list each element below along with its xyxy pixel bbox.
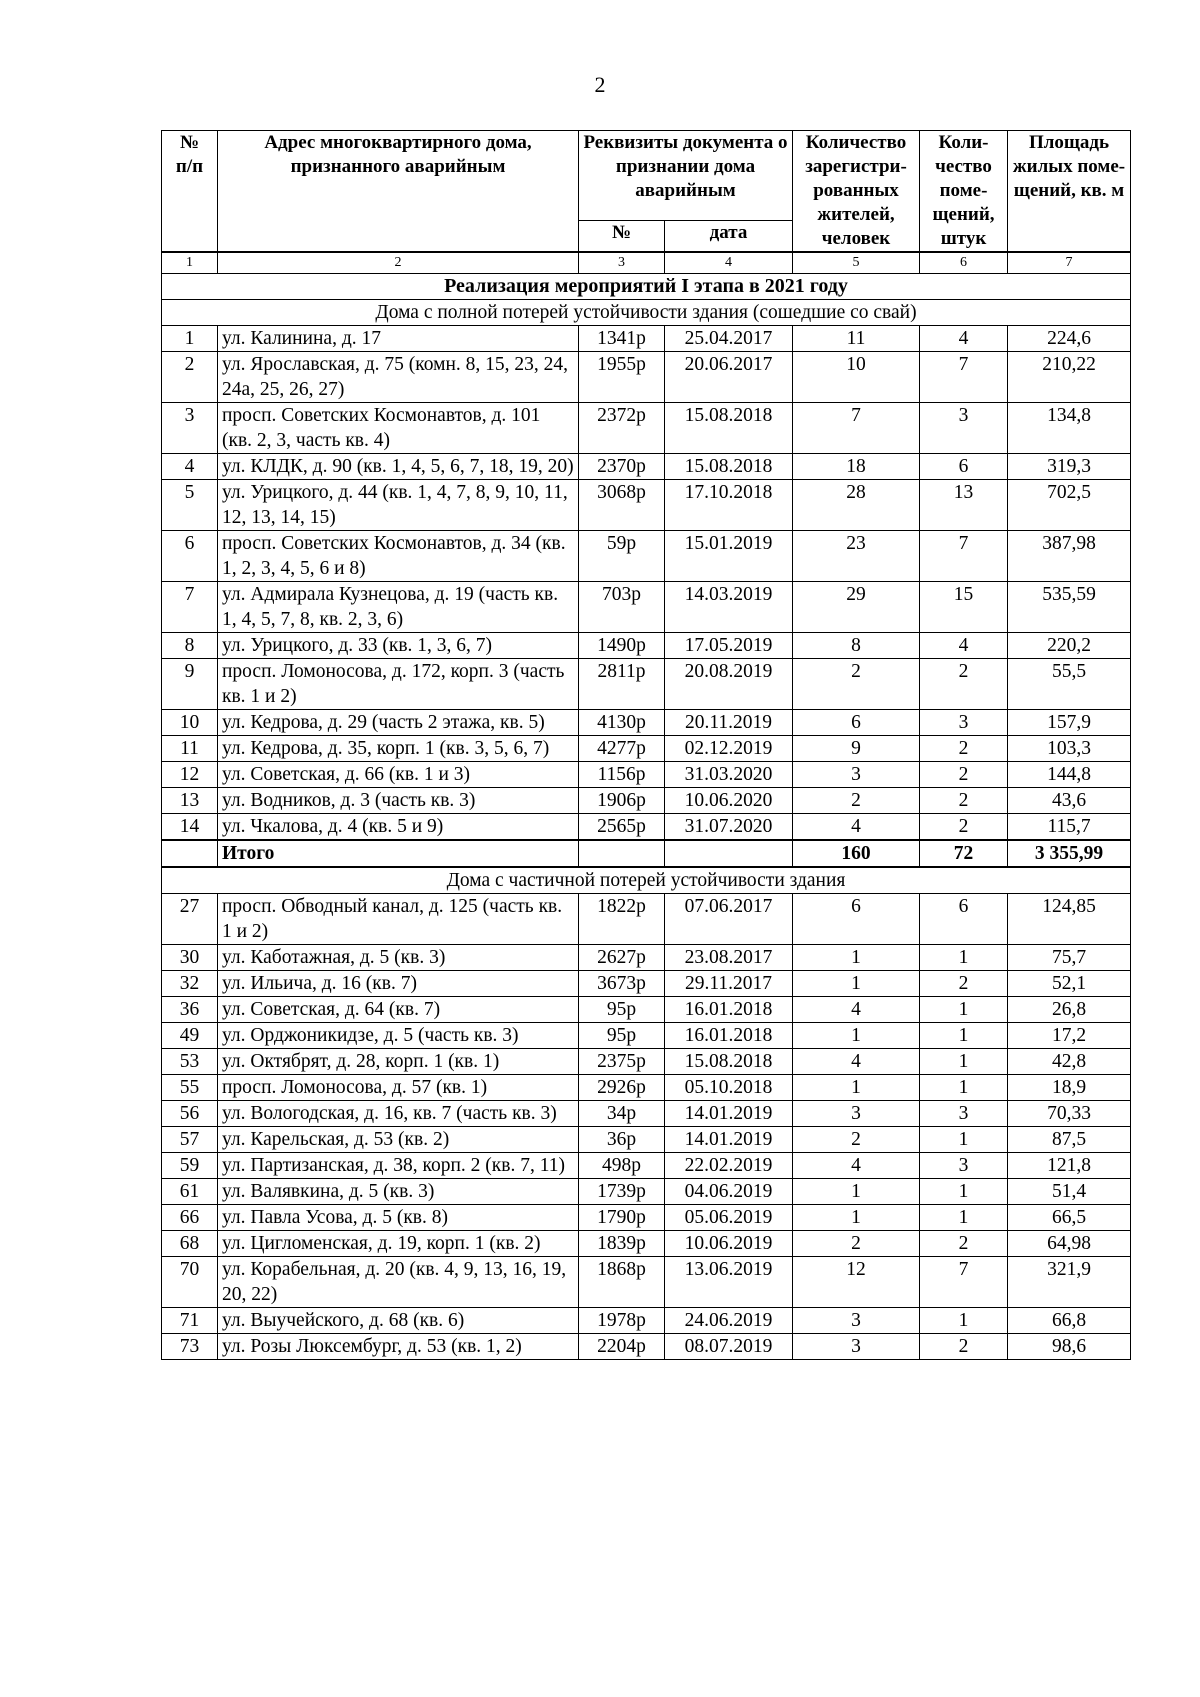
column-number: 2 [218, 252, 579, 274]
total-area: 3 355,99 [1008, 840, 1131, 867]
row-doc-date: 04.06.2019 [665, 1179, 793, 1205]
row-number: 30 [162, 945, 218, 971]
row-number: 56 [162, 1101, 218, 1127]
row-doc-number: 2370р [579, 454, 665, 480]
total-rooms: 72 [920, 840, 1008, 867]
header-doc-no: № [579, 221, 665, 252]
row-address: просп. Ломоносова, д. 172, корп. 3 (часть кв. 1 и 2) [218, 659, 579, 710]
row-area: 17,2 [1008, 1023, 1131, 1049]
row-residents: 4 [793, 997, 920, 1023]
group1-title: Дома с полной потерей устойчивости здания (сошедшие со свай) [162, 300, 1131, 326]
row-address: ул. КЛДК, д. 90 (кв. 1, 4, 5, 6, 7, 18, 19, 20) [218, 454, 579, 480]
row-doc-number: 4130р [579, 710, 665, 736]
total-residents: 160 [793, 840, 920, 867]
row-number: 10 [162, 710, 218, 736]
row-address: ул. Павла Усова, д. 5 (кв. 8) [218, 1205, 579, 1231]
row-residents: 2 [793, 659, 920, 710]
row-area: 115,7 [1008, 814, 1131, 841]
row-address: ул. Октябрят, д. 28, корп. 1 (кв. 1) [218, 1049, 579, 1075]
row-number: 2 [162, 352, 218, 403]
row-rooms: 3 [920, 1101, 1008, 1127]
row-area: 26,8 [1008, 997, 1131, 1023]
row-rooms: 1 [920, 1127, 1008, 1153]
header-rooms: Коли- чество поме- щений, штук [920, 131, 1008, 253]
row-doc-date: 13.06.2019 [665, 1257, 793, 1308]
row-doc-date: 20.06.2017 [665, 352, 793, 403]
row-doc-number: 59р [579, 531, 665, 582]
row-number: 8 [162, 633, 218, 659]
row-residents: 28 [793, 480, 920, 531]
row-number: 32 [162, 971, 218, 997]
row-doc-date: 15.08.2018 [665, 454, 793, 480]
row-area: 210,22 [1008, 352, 1131, 403]
row-doc-date: 17.05.2019 [665, 633, 793, 659]
row-doc-number: 34р [579, 1101, 665, 1127]
row-area: 75,7 [1008, 945, 1131, 971]
row-doc-date: 14.01.2019 [665, 1101, 793, 1127]
row-residents: 18 [793, 454, 920, 480]
row-doc-date: 14.01.2019 [665, 1127, 793, 1153]
row-area: 18,9 [1008, 1075, 1131, 1101]
column-number: 6 [920, 252, 1008, 274]
row-address: ул. Адмирала Кузнецова, д. 19 (часть кв. 1, 4, 5, 7, 8, кв. 2, 3, 6) [218, 582, 579, 633]
row-doc-number: 1906р [579, 788, 665, 814]
row-doc-date: 17.10.2018 [665, 480, 793, 531]
emergency-housing-table [161, 130, 1131, 1360]
row-number: 70 [162, 1257, 218, 1308]
row-number: 71 [162, 1308, 218, 1334]
row-doc-date: 15.08.2018 [665, 403, 793, 454]
table-row [162, 403, 1131, 454]
column-number: 5 [793, 252, 920, 274]
row-rooms: 3 [920, 1153, 1008, 1179]
row-address: ул. Цигломенская, д. 19, корп. 1 (кв. 2) [218, 1231, 579, 1257]
row-number: 11 [162, 736, 218, 762]
table-row [162, 894, 1131, 945]
row-doc-date: 05.06.2019 [665, 1205, 793, 1231]
table-row [162, 582, 1131, 633]
row-doc-date: 31.03.2020 [665, 762, 793, 788]
row-address: просп. Советских Космонавтов, д. 34 (кв. 1, 2, 3, 4, 5, 6 и 8) [218, 531, 579, 582]
row-area: 51,4 [1008, 1179, 1131, 1205]
row-rooms: 13 [920, 480, 1008, 531]
row-number: 1 [162, 326, 218, 352]
row-rooms: 15 [920, 582, 1008, 633]
row-doc-date: 23.08.2017 [665, 945, 793, 971]
table-row [162, 1231, 1131, 1257]
total-date-cell [665, 840, 793, 867]
row-rooms: 4 [920, 326, 1008, 352]
table-row [162, 788, 1131, 814]
row-residents: 1 [793, 1023, 920, 1049]
row-area: 319,3 [1008, 454, 1131, 480]
row-address: ул. Орджоникидзе, д. 5 (часть кв. 3) [218, 1023, 579, 1049]
row-residents: 9 [793, 736, 920, 762]
row-rooms: 1 [920, 997, 1008, 1023]
row-number: 53 [162, 1049, 218, 1075]
row-address: ул. Ярославская, д. 75 (комн. 8, 15, 23, 24, 24а, 25, 26, 27) [218, 352, 579, 403]
row-area: 42,8 [1008, 1049, 1131, 1075]
row-rooms: 3 [920, 710, 1008, 736]
row-residents: 1 [793, 1205, 920, 1231]
row-address: ул. Чкалова, д. 4 (кв. 5 и 9) [218, 814, 579, 841]
row-residents: 4 [793, 1049, 920, 1075]
table-row [162, 454, 1131, 480]
table-row [162, 1205, 1131, 1231]
table-row [162, 1049, 1131, 1075]
row-doc-date: 15.01.2019 [665, 531, 793, 582]
row-doc-number: 95р [579, 1023, 665, 1049]
row-doc-number: 4277р [579, 736, 665, 762]
row-address: ул. Водников, д. 3 (часть кв. 3) [218, 788, 579, 814]
row-area: 144,8 [1008, 762, 1131, 788]
row-number: 9 [162, 659, 218, 710]
row-residents: 6 [793, 894, 920, 945]
row-rooms: 2 [920, 762, 1008, 788]
table-row [162, 814, 1131, 841]
table-row [162, 971, 1131, 997]
row-rooms: 1 [920, 1179, 1008, 1205]
table-row [162, 326, 1131, 352]
row-area: 224,6 [1008, 326, 1131, 352]
row-residents: 3 [793, 762, 920, 788]
row-doc-date: 05.10.2018 [665, 1075, 793, 1101]
header-residents: Количество зарегистри- рованных жителей, человек [793, 131, 920, 253]
header-doc-group: Реквизиты документа о признании дома аварийным [579, 131, 793, 221]
column-number: 4 [665, 252, 793, 274]
row-area: 43,6 [1008, 788, 1131, 814]
section-title-row [162, 274, 1131, 300]
row-doc-number: 1839р [579, 1231, 665, 1257]
row-number: 3 [162, 403, 218, 454]
row-residents: 23 [793, 531, 920, 582]
table-row [162, 531, 1131, 582]
table-row [162, 633, 1131, 659]
row-rooms: 7 [920, 531, 1008, 582]
row-address: ул. Кедрова, д. 29 (часть 2 этажа, кв. 5) [218, 710, 579, 736]
row-rooms: 7 [920, 352, 1008, 403]
row-rooms: 1 [920, 1308, 1008, 1334]
row-doc-date: 20.11.2019 [665, 710, 793, 736]
row-rooms: 4 [920, 633, 1008, 659]
row-residents: 3 [793, 1334, 920, 1360]
row-rooms: 6 [920, 894, 1008, 945]
header-doc-date: дата [665, 221, 793, 252]
row-address: ул. Розы Люксембург, д. 53 (кв. 1, 2) [218, 1334, 579, 1360]
row-number: 59 [162, 1153, 218, 1179]
total-num-cell [162, 840, 218, 867]
group2-title: Дома с частичной потерей устойчивости здания [162, 867, 1131, 894]
header-num: № п/п [162, 131, 218, 253]
row-address: ул. Урицкого, д. 44 (кв. 1, 4, 7, 8, 9, 10, 11, 12, 13, 14, 15) [218, 480, 579, 531]
row-number: 14 [162, 814, 218, 841]
table-row [162, 945, 1131, 971]
row-doc-number: 1822р [579, 894, 665, 945]
row-address: ул. Советская, д. 64 (кв. 7) [218, 997, 579, 1023]
row-address: ул. Валявкина, д. 5 (кв. 3) [218, 1179, 579, 1205]
table-row [162, 1127, 1131, 1153]
row-rooms: 7 [920, 1257, 1008, 1308]
row-number: 66 [162, 1205, 218, 1231]
row-number: 61 [162, 1179, 218, 1205]
row-doc-number: 703р [579, 582, 665, 633]
row-doc-date: 14.03.2019 [665, 582, 793, 633]
row-residents: 1 [793, 1075, 920, 1101]
row-rooms: 2 [920, 1231, 1008, 1257]
group2-title-row [162, 867, 1131, 894]
row-rooms: 1 [920, 1075, 1008, 1101]
header-area: Площадь жилых поме- щений, кв. м [1008, 131, 1131, 253]
row-number: 73 [162, 1334, 218, 1360]
table-row [162, 1334, 1131, 1360]
row-residents: 2 [793, 788, 920, 814]
row-doc-date: 10.06.2019 [665, 1231, 793, 1257]
row-residents: 7 [793, 403, 920, 454]
row-area: 98,6 [1008, 1334, 1131, 1360]
table-row [162, 1257, 1131, 1308]
table-row [162, 710, 1131, 736]
row-area: 124,85 [1008, 894, 1131, 945]
row-doc-number: 2811р [579, 659, 665, 710]
row-residents: 1 [793, 1179, 920, 1205]
row-doc-number: 1341р [579, 326, 665, 352]
row-doc-date: 16.01.2018 [665, 997, 793, 1023]
row-residents: 29 [793, 582, 920, 633]
row-address: ул. Карельская, д. 53 (кв. 2) [218, 1127, 579, 1153]
table-row [162, 997, 1131, 1023]
row-number: 36 [162, 997, 218, 1023]
row-rooms: 2 [920, 788, 1008, 814]
row-number: 6 [162, 531, 218, 582]
table-row [162, 1179, 1131, 1205]
row-rooms: 2 [920, 659, 1008, 710]
row-doc-number: 2926р [579, 1075, 665, 1101]
row-area: 321,9 [1008, 1257, 1131, 1308]
row-doc-number: 498р [579, 1153, 665, 1179]
total-row [162, 840, 1131, 867]
row-doc-date: 16.01.2018 [665, 1023, 793, 1049]
row-rooms: 1 [920, 1023, 1008, 1049]
row-area: 535,59 [1008, 582, 1131, 633]
group1-title-row [162, 300, 1131, 326]
row-number: 68 [162, 1231, 218, 1257]
row-doc-date: 29.11.2017 [665, 971, 793, 997]
table-row [162, 1308, 1131, 1334]
section-title: Реализация мероприятий I этапа в 2021 году [162, 274, 1131, 300]
row-address: просп. Советских Космонавтов, д. 101 (кв. 2, 3, часть кв. 4) [218, 403, 579, 454]
row-address: просп. Обводный канал, д. 125 (часть кв. 1 и 2) [218, 894, 579, 945]
column-number: 3 [579, 252, 665, 274]
table-row [162, 659, 1131, 710]
table-row [162, 480, 1131, 531]
row-address: просп. Ломоносова, д. 57 (кв. 1) [218, 1075, 579, 1101]
row-doc-date: 20.08.2019 [665, 659, 793, 710]
row-rooms: 3 [920, 403, 1008, 454]
table-row [162, 1153, 1131, 1179]
row-area: 66,5 [1008, 1205, 1131, 1231]
total-label: Итого [218, 840, 579, 867]
row-address: ул. Вологодская, д. 16, кв. 7 (часть кв. 3) [218, 1101, 579, 1127]
row-doc-number: 2204р [579, 1334, 665, 1360]
row-address: ул. Советская, д. 66 (кв. 1 и 3) [218, 762, 579, 788]
row-residents: 6 [793, 710, 920, 736]
row-area: 52,1 [1008, 971, 1131, 997]
row-residents: 1 [793, 945, 920, 971]
total-doc-cell [579, 840, 665, 867]
row-doc-number: 36р [579, 1127, 665, 1153]
row-area: 55,5 [1008, 659, 1131, 710]
row-doc-number: 1868р [579, 1257, 665, 1308]
row-number: 5 [162, 480, 218, 531]
row-rooms: 2 [920, 1334, 1008, 1360]
row-residents: 10 [793, 352, 920, 403]
row-doc-number: 95р [579, 997, 665, 1023]
row-address: ул. Ильича, д. 16 (кв. 7) [218, 971, 579, 997]
column-number: 7 [1008, 252, 1131, 274]
row-area: 134,8 [1008, 403, 1131, 454]
row-residents: 12 [793, 1257, 920, 1308]
row-doc-number: 2565р [579, 814, 665, 841]
row-doc-date: 02.12.2019 [665, 736, 793, 762]
row-address: ул. Калинина, д. 17 [218, 326, 579, 352]
header-address: Адрес многоквартирного дома, признанного аварийным [218, 131, 579, 253]
row-area: 387,98 [1008, 531, 1131, 582]
row-residents: 2 [793, 1231, 920, 1257]
row-residents: 2 [793, 1127, 920, 1153]
row-area: 121,8 [1008, 1153, 1131, 1179]
row-doc-date: 25.04.2017 [665, 326, 793, 352]
row-doc-number: 1978р [579, 1308, 665, 1334]
row-area: 70,33 [1008, 1101, 1131, 1127]
row-area: 87,5 [1008, 1127, 1131, 1153]
table-row [162, 1101, 1131, 1127]
column-number: 1 [162, 252, 218, 274]
row-residents: 3 [793, 1308, 920, 1334]
column-number-row [162, 252, 1131, 274]
table-row [162, 736, 1131, 762]
row-rooms: 2 [920, 736, 1008, 762]
row-doc-number: 1156р [579, 762, 665, 788]
row-rooms: 1 [920, 945, 1008, 971]
row-doc-number: 2375р [579, 1049, 665, 1075]
row-doc-number: 1739р [579, 1179, 665, 1205]
row-residents: 11 [793, 326, 920, 352]
table-row [162, 762, 1131, 788]
row-area: 66,8 [1008, 1308, 1131, 1334]
row-number: 13 [162, 788, 218, 814]
table-row [162, 1075, 1131, 1101]
row-number: 27 [162, 894, 218, 945]
row-address: ул. Выучейского, д. 68 (кв. 6) [218, 1308, 579, 1334]
row-number: 57 [162, 1127, 218, 1153]
row-doc-number: 3673р [579, 971, 665, 997]
row-area: 157,9 [1008, 710, 1131, 736]
row-number: 49 [162, 1023, 218, 1049]
row-residents: 4 [793, 1153, 920, 1179]
row-doc-date: 08.07.2019 [665, 1334, 793, 1360]
row-doc-number: 2372р [579, 403, 665, 454]
row-address: ул. Урицкого, д. 33 (кв. 1, 3, 6, 7) [218, 633, 579, 659]
row-address: ул. Партизанская, д. 38, корп. 2 (кв. 7, 11) [218, 1153, 579, 1179]
row-area: 220,2 [1008, 633, 1131, 659]
row-area: 702,5 [1008, 480, 1131, 531]
row-number: 12 [162, 762, 218, 788]
row-address: ул. Кедрова, д. 35, корп. 1 (кв. 3, 5, 6, 7) [218, 736, 579, 762]
row-residents: 4 [793, 814, 920, 841]
row-rooms: 1 [920, 1205, 1008, 1231]
row-doc-date: 07.06.2017 [665, 894, 793, 945]
row-doc-date: 31.07.2020 [665, 814, 793, 841]
row-doc-number: 2627р [579, 945, 665, 971]
row-area: 64,98 [1008, 1231, 1131, 1257]
row-number: 4 [162, 454, 218, 480]
row-rooms: 2 [920, 971, 1008, 997]
row-number: 7 [162, 582, 218, 633]
row-doc-number: 1955р [579, 352, 665, 403]
row-doc-date: 24.06.2019 [665, 1308, 793, 1334]
row-address: ул. Корабельная, д. 20 (кв. 4, 9, 13, 16, 19, 20, 22) [218, 1257, 579, 1308]
row-doc-number: 1790р [579, 1205, 665, 1231]
row-area: 103,3 [1008, 736, 1131, 762]
row-rooms: 6 [920, 454, 1008, 480]
row-rooms: 1 [920, 1049, 1008, 1075]
page-number: 2 [594, 72, 606, 97]
row-rooms: 2 [920, 814, 1008, 841]
row-doc-date: 15.08.2018 [665, 1049, 793, 1075]
row-doc-number: 3068р [579, 480, 665, 531]
row-doc-date: 22.02.2019 [665, 1153, 793, 1179]
row-address: ул. Каботажная, д. 5 (кв. 3) [218, 945, 579, 971]
table-row [162, 352, 1131, 403]
table-row [162, 1023, 1131, 1049]
row-doc-date: 10.06.2020 [665, 788, 793, 814]
row-doc-number: 1490р [579, 633, 665, 659]
row-residents: 3 [793, 1101, 920, 1127]
row-residents: 8 [793, 633, 920, 659]
row-number: 55 [162, 1075, 218, 1101]
row-residents: 1 [793, 971, 920, 997]
